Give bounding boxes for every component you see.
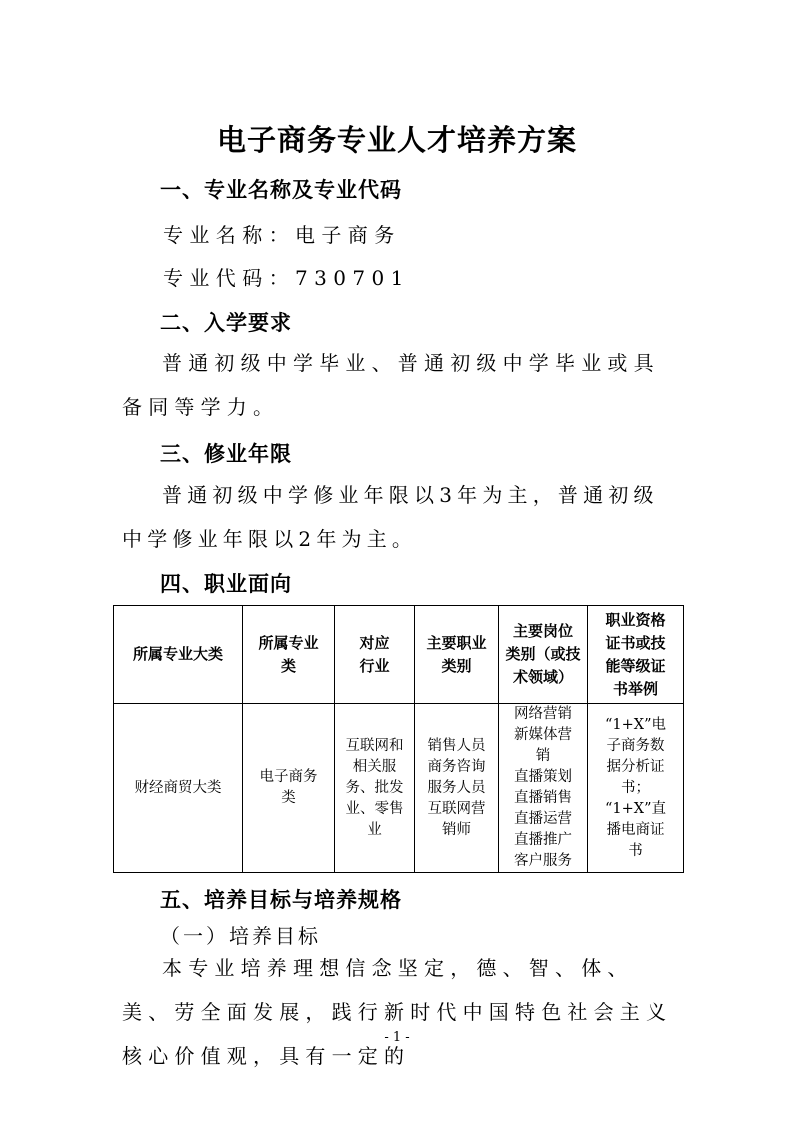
header-cell-subcategory xyxy=(243,606,335,704)
cell-line: 所属专业 xyxy=(258,633,319,652)
header-cell-industry xyxy=(335,606,415,704)
cell-line: 销售人员 xyxy=(427,737,486,754)
cell-line: 新媒体营 xyxy=(514,727,572,743)
cell-line: 网络营销 xyxy=(514,706,572,722)
cell-line: 能等级证 xyxy=(605,656,666,675)
table-header-row xyxy=(114,606,684,704)
cell-subcategory xyxy=(243,704,335,873)
cell-line: 务、批发 xyxy=(345,779,404,796)
occupation-table xyxy=(113,605,684,873)
cell-line: 术领域） xyxy=(512,668,573,686)
cell-certificates xyxy=(588,704,684,873)
section-1-heading: 一、专业名称及专业代码 xyxy=(160,178,402,202)
cell-line: 互联网营 xyxy=(427,800,486,817)
cell-positions xyxy=(499,704,588,873)
header-cell-positions xyxy=(499,606,588,704)
cell-line: 相关服 xyxy=(352,758,397,775)
cell-line: 书； xyxy=(621,779,650,796)
cell-line: 商务咨询 xyxy=(427,758,486,775)
table-row xyxy=(114,704,684,873)
cell-line: 类别 xyxy=(441,656,472,675)
cell-line: 直播推广 xyxy=(514,832,572,848)
cell-line: 直播策划 xyxy=(514,769,572,785)
section-2-heading: 二、入学要求 xyxy=(160,311,292,335)
section-5-heading: 五、培养目标与培养规格 xyxy=(160,888,402,912)
cell-line: 服务人员 xyxy=(427,779,486,796)
cell-line: 业、零售 xyxy=(345,800,404,817)
document-title: 电子商务专业人才培养方案 xyxy=(216,123,577,157)
major-name: 专业名称：电子商务 xyxy=(163,223,401,247)
cell-line: 书 xyxy=(628,842,643,859)
section-3-heading: 三、修业年限 xyxy=(160,442,292,466)
cell-line: 主要职业 xyxy=(426,633,487,652)
cell-line: 销 xyxy=(535,748,551,764)
cell-line: 对应 xyxy=(359,633,390,652)
cell-line: “1+X”电 xyxy=(604,716,667,733)
admission-requirements-text: 普通初级中学毕业、普通初级中学毕业或具备同等学力。 xyxy=(122,351,660,419)
header-cell-category xyxy=(114,606,243,704)
cell-line: 类 xyxy=(281,790,296,806)
cell-line: 证书或技 xyxy=(605,633,666,652)
cell-line: 客户服务 xyxy=(514,853,572,869)
cell-line: 直播运营 xyxy=(514,811,572,827)
cell-line: 直播销售 xyxy=(514,790,572,806)
cell-line: 主要岗位 xyxy=(512,622,573,640)
study-duration-text: 普通初级中学修业年限以3年为主，普通初级中学修业年限以2年为主。 xyxy=(122,483,659,551)
cell-line: 销师 xyxy=(442,821,471,838)
cell-line: 财经商贸大类 xyxy=(134,779,222,796)
cell-line: 类别（或技 xyxy=(505,645,581,663)
cell-line: “1+X”直 xyxy=(604,800,667,817)
page-number: - 1 - xyxy=(384,1030,410,1045)
header-cell-certificates xyxy=(588,606,684,704)
training-goals-text: 本专业培养理想信念坚定，德、智、体、美、劳全面发展，践行新时代中国特色社会主义核心价值观，具有一定的 xyxy=(122,956,673,1068)
cell-line: 行业 xyxy=(359,656,390,675)
cell-line: 书举例 xyxy=(612,679,658,698)
cell-line: 所属专业大类 xyxy=(132,645,223,663)
section-4-heading: 四、职业面向 xyxy=(160,572,292,596)
header-cell-occupation xyxy=(415,606,499,704)
major-code: 专业代码：730701 xyxy=(163,266,410,290)
cell-line: 互联网和 xyxy=(345,737,404,754)
cell-line: 播电商证 xyxy=(606,821,665,838)
cell-line: 电子商务 xyxy=(259,769,318,785)
cell-line: 子商务数 xyxy=(606,737,665,754)
cell-line: 类 xyxy=(280,656,296,675)
training-goals-subheading: （一）培养目标 xyxy=(160,924,321,948)
cell-occupation xyxy=(415,704,499,873)
cell-category xyxy=(114,704,243,873)
cell-industry xyxy=(335,704,415,873)
cell-line: 据分析证 xyxy=(606,758,665,775)
cell-line: 职业资格 xyxy=(605,610,666,629)
cell-line: 业 xyxy=(367,821,382,838)
